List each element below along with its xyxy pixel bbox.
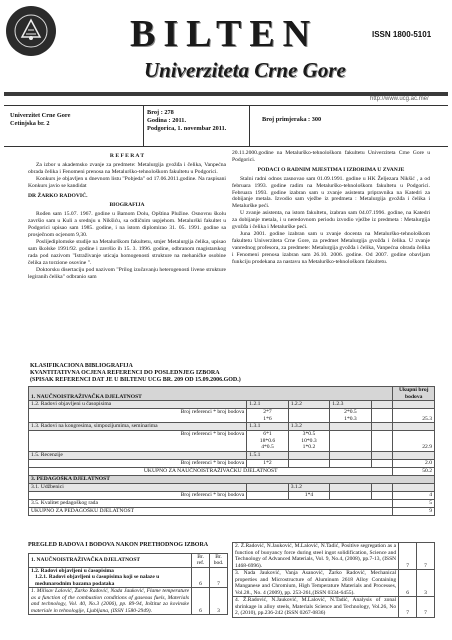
score-cell bbox=[288, 409, 329, 423]
table-row bbox=[29, 431, 435, 452]
bulletin-title: BILTEN bbox=[130, 13, 319, 55]
table-row bbox=[29, 409, 435, 423]
table-row bbox=[233, 570, 435, 597]
column-header: Br. ref. bbox=[192, 553, 210, 567]
category-code: 1.2.1 bbox=[247, 401, 288, 409]
score-cell: 2*7 1*6 bbox=[247, 409, 288, 423]
score-cell: 3*0.5 10*0.3 1*0.2 bbox=[288, 431, 329, 452]
reference-item: 2. Ž.Radović, N.Jauković, M.Lalović, N.Tadić, Positive segregation as a function of buoyancy force during steel ingot solidification, Science and Technology of Advanced Materials, Vol. 9, No.4, (2008), pp.7-13, (ISSN 1468-6996). bbox=[233, 543, 399, 570]
empty-cell bbox=[330, 483, 371, 491]
column-header: Br. bod. bbox=[210, 553, 228, 567]
empty-cell bbox=[393, 423, 435, 431]
paragraph: 20.11.2000.godine na Metalurško-tehnološkom fakultetu Univerziteta Crne Gore u Podgorici. bbox=[232, 150, 430, 163]
row-label: Broj referenci * broj bodova bbox=[29, 491, 247, 499]
right-column bbox=[232, 150, 430, 266]
row-label: 1.2. Radovi objavljeni u časopisima bbox=[29, 401, 247, 409]
paragraph: Rođen sam 15.07. 1967. godine u Bamom Dolu, Opština Plužine. Osnovnu školu završio sam u Kuli a srednju u Nikšiću, sa odličnim uspjehom. Metalurški fakultet u Podgorici upisao sam 1985. godine, i na istom diplomirao 31. 05. 1991. godine sa prosječnom ocjenom 9,30. bbox=[28, 211, 226, 239]
table-row bbox=[29, 499, 435, 507]
total-cell: 50.2 bbox=[393, 467, 435, 475]
section-heading: 1. NAUČNOISTRAŽIVAČKA DJELATNOST bbox=[29, 553, 192, 567]
total-cell: 2.0 bbox=[393, 459, 435, 467]
category-code: 1.3.2 bbox=[288, 423, 329, 431]
subtotal-label: UKUPNO ZA NAUČNOISTRAŽIVAČKU DJELATNOST bbox=[29, 467, 393, 475]
empty-cell bbox=[288, 451, 329, 459]
row-label: 3.1. Udžbenici bbox=[29, 483, 247, 491]
table-row bbox=[29, 423, 435, 431]
table-row bbox=[29, 491, 435, 499]
empty-cell bbox=[371, 423, 393, 431]
row-label: Broj referenci * broj bodova bbox=[29, 409, 247, 423]
referat-heading: R E F E R A T bbox=[109, 153, 145, 159]
issue-date: Podgorica, 1. novembar 2011. bbox=[147, 125, 227, 132]
info-divider bbox=[249, 106, 250, 146]
subsection-heading: 1.2. Radovi objavljeni u časopisima bbox=[31, 567, 114, 574]
row-label: 3.5. Kvalitet pedagoškog rada bbox=[29, 499, 393, 507]
score-cell: 1*4 bbox=[288, 491, 329, 499]
empty-cell bbox=[371, 491, 393, 499]
publisher-address: Cetinjska br. 2 bbox=[10, 120, 50, 127]
section-heading: 3. PEDAGOŠKA DJELATNOST bbox=[29, 475, 435, 483]
ref-cell: 7 bbox=[399, 543, 417, 570]
info-divider bbox=[143, 106, 144, 146]
issue-year: Godina : 2011. bbox=[147, 117, 187, 124]
empty-cell bbox=[393, 483, 435, 491]
table-row bbox=[233, 597, 435, 618]
total-cell: 22.9 bbox=[393, 431, 435, 452]
review-section-left bbox=[28, 542, 228, 615]
row-label: 1.5. Recenzije bbox=[29, 451, 247, 459]
total-column-header: Ukupni broj bodova bbox=[393, 387, 435, 401]
classification-line: KLASIFIKACIONA BIBLIOGRAFIJA bbox=[30, 363, 133, 369]
paragraph: Doktorsku disertaciju pod nazivom "Prilog izučavanju heterogenosti livene strukture legiranih čelika" odbranio sam bbox=[28, 266, 226, 280]
left-column bbox=[28, 150, 226, 280]
empty-cell bbox=[393, 401, 435, 409]
bulletin-subtitle: Univerziteta Crne Gore bbox=[144, 58, 346, 82]
empty-cell bbox=[330, 423, 371, 431]
review-table-left bbox=[28, 553, 228, 616]
paragraph: Juna 2001. godine izabran sam u zvanje docenta na Metalurško-tehnološkom fakultetu Univerziteta Crne Gore, za predmet Metalurgija gvožđa i čelika. U zvanje vanrednog profesora, za predmete: Metalurgija gvožđa i čelika, Vanpećna obrada čelika i Fenomeni prenosa izabran sam 26.10. 2006. godine. Od 2007. godine obavljam funkciju prodekana za nastavu na Metalurško-tehnološkom fakultetu. bbox=[232, 230, 430, 265]
section-heading: 1. NAUČNOISTRAŽIVAČKA DJELATNOST bbox=[29, 387, 393, 401]
table-row bbox=[29, 467, 435, 475]
paragraph: Konkurs je objavljen u dnevnom listu "Pobjeda" od 17.06.2011.godine. Na raspisani Konkurs javio se kandidat bbox=[28, 175, 226, 189]
empty-cell bbox=[371, 483, 393, 491]
ref-cell: 6 bbox=[192, 567, 210, 588]
website-link[interactable]: http://www.ucg.ac.me/ bbox=[370, 96, 429, 102]
publisher-info bbox=[10, 112, 70, 128]
table-row bbox=[29, 553, 228, 567]
category-code: 1.3.1 bbox=[247, 423, 288, 431]
score-cell: 3 bbox=[210, 588, 228, 615]
reference-item: 4. Ž.Radović, N.Jauković, M.Lalović, N.Tadić, Analysis of zonal shrinkage in alloy steels, Materials Science and Technology, Vol.26, No 2, (2010), pp.236-242 (ISSN 0267-0836) bbox=[233, 597, 399, 618]
table-row bbox=[29, 483, 435, 491]
category-code: 1.2.2 bbox=[288, 401, 329, 409]
category-code: 3.1.2 bbox=[288, 483, 329, 491]
row-label: 1.3. Radovi na kongresima, simpozijumima, seminarima bbox=[29, 423, 247, 431]
review-heading: PREGLED RADOVA I BODOVA NAKON PRETHODNOG IZBORA bbox=[28, 542, 209, 548]
category-code: 1.2.3 bbox=[330, 401, 371, 409]
score-cell: 2*0.5 1*0.3 bbox=[330, 409, 371, 423]
empty-cell bbox=[247, 491, 288, 499]
total-cell: 5 bbox=[393, 499, 435, 507]
subtotal-label: UKUPNO ZA PEDAGOŠKU DJELATNOST bbox=[29, 507, 393, 515]
paragraph: Poslijediplomske studije na Metalurškom fakultetu, smjer Metalurgija čelika, upisao sam školske 1991/92. godine i završio ih 15. 3. 1996. godine, odbranom magistarskog rada pod nazivom "Istraživanje uticaja homogenosti strukture na mehaničke osobine čelika za torzione osovine ". bbox=[28, 238, 226, 266]
empty-cell bbox=[247, 483, 288, 491]
empty-cell bbox=[371, 459, 393, 467]
subsection-heading: 1.2.1. Radovi objavljeni u časopisima koji se nalaze u međunarodnim bazama podataka bbox=[35, 574, 160, 587]
empty-cell bbox=[330, 431, 371, 452]
table-row bbox=[29, 459, 435, 467]
total-cell: 9 bbox=[393, 507, 435, 515]
publisher-name: Univerzitet Crne Gore bbox=[10, 112, 71, 119]
table-row bbox=[29, 507, 435, 515]
table-row bbox=[29, 387, 435, 401]
table-row bbox=[29, 567, 228, 588]
empty-cell bbox=[393, 451, 435, 459]
ref-cell: 6 bbox=[192, 588, 210, 615]
empty-cell bbox=[371, 409, 393, 423]
total-cell: 4 bbox=[393, 491, 435, 499]
header-rule-thin bbox=[4, 105, 448, 106]
info-bottom-rule bbox=[4, 146, 448, 147]
table-row bbox=[29, 588, 228, 615]
row-label: Broj referenci * broj bodova bbox=[29, 459, 247, 467]
table-row bbox=[29, 475, 435, 483]
reference-item: 3. Nada Jauković, Vanja Asanović, Žarko Radović, Mechanical properties and Microstructure of Aluminum 2618 Alloy Containing Manganese and Chromium, High Temperature Materials and Processes, Vol.28., No. 4 (2009), pp. 253-261,(ISSN 0334-6455). bbox=[233, 570, 399, 597]
score-cell: 7 bbox=[210, 567, 228, 588]
total-cell: 25.3 bbox=[393, 409, 435, 423]
issue-info bbox=[147, 109, 226, 133]
empty-cell bbox=[371, 451, 393, 459]
reference-score-table bbox=[28, 386, 435, 516]
candidate-name: DR ŽARKO RADOVIĆ. bbox=[28, 192, 88, 199]
row-label: Broj referenci * broj bodova bbox=[29, 431, 247, 452]
issue-number: Broj : 278 bbox=[147, 109, 174, 116]
empty-cell bbox=[330, 491, 371, 499]
biography-heading: BIOGRAFIJA bbox=[109, 202, 145, 209]
university-seal-logo bbox=[6, 6, 56, 56]
score-cell: 3 bbox=[417, 570, 435, 597]
classification-heading bbox=[30, 363, 430, 384]
issn-number: ISSN 1800-5101 bbox=[372, 30, 432, 39]
table-row bbox=[29, 451, 435, 459]
table-row bbox=[233, 543, 435, 570]
ref-cell: 7 bbox=[399, 597, 417, 618]
paragraph: Za izbor u akademsko zvanje za predmete: Metalurgija gvožđa i čelika, Vanpećna obrada čelika i Fenomeni prenosa na Metalurško-tehnološkom fakultetu u Podgorici. bbox=[28, 161, 226, 175]
print-run: Broj primjeraka : 300 bbox=[262, 116, 322, 123]
paragraph: Stalni radni odnos zasnovao sam 01.09.1991. godine u HK Željezara Nikšić , a od februara 1993. godine radim na Metalurško-tehnološkom fakultetu u Podgorici. Februara 1993. godine izabran sam u zvanje asistenta pripravnika na Katedri za dobijanje metala. Izvodio sam vježbe iz predmeta : Metalurgija gvožđa i čelika i Metalurške peći. bbox=[232, 175, 430, 210]
score-cell: 7 bbox=[417, 597, 435, 618]
table-row bbox=[29, 401, 435, 409]
classification-line: KVANTITATIVNA OCJENA REFERENCI DO POSLEDNJEG IZBORA bbox=[30, 370, 220, 376]
empty-cell bbox=[330, 451, 371, 459]
classification-line: (SPISAK REFERENCI DAT JE U BILTENU UCG BR. 209 OD 15.09.2006.GOD.) bbox=[30, 377, 241, 383]
ref-cell: 6 bbox=[399, 570, 417, 597]
category-code: 1.5.1 bbox=[247, 451, 288, 459]
empty-cell bbox=[371, 401, 393, 409]
empty-cell bbox=[288, 459, 329, 467]
paragraph: U zvanje asistenta, na istom fakultetu, izabran sam 04.07.1996. godine, na Katedri za dobijanje metala, i u neredovnom periodu izvodio vježbe iz predmeta : Metalurgija gvožđa i čelika i Metalurške peći. bbox=[232, 210, 430, 231]
positions-heading: PODACI O RADNIM MJESTIMA I IZBORIMA U ZVANJE bbox=[257, 166, 405, 173]
score-cell: 7 bbox=[417, 543, 435, 570]
score-cell: 1*2 bbox=[247, 459, 288, 467]
empty-cell bbox=[330, 459, 371, 467]
review-table-right bbox=[232, 542, 435, 618]
reference-item: 1. Milisav Lalović, Žarko Radović, Nada Jauković, Flame temperature as a function of the combustion conditions of gaseous fuels, Materials and technology, Vol. 40, No.3 (2006), pp. 89-94, Inštitut za kovinske materiale in tehnologije, Ljubljana, (ISSN 1580-2949). bbox=[29, 588, 192, 615]
empty-cell bbox=[371, 431, 393, 452]
score-cell: 6*1 18*0.6 4*0.5 bbox=[247, 431, 288, 452]
